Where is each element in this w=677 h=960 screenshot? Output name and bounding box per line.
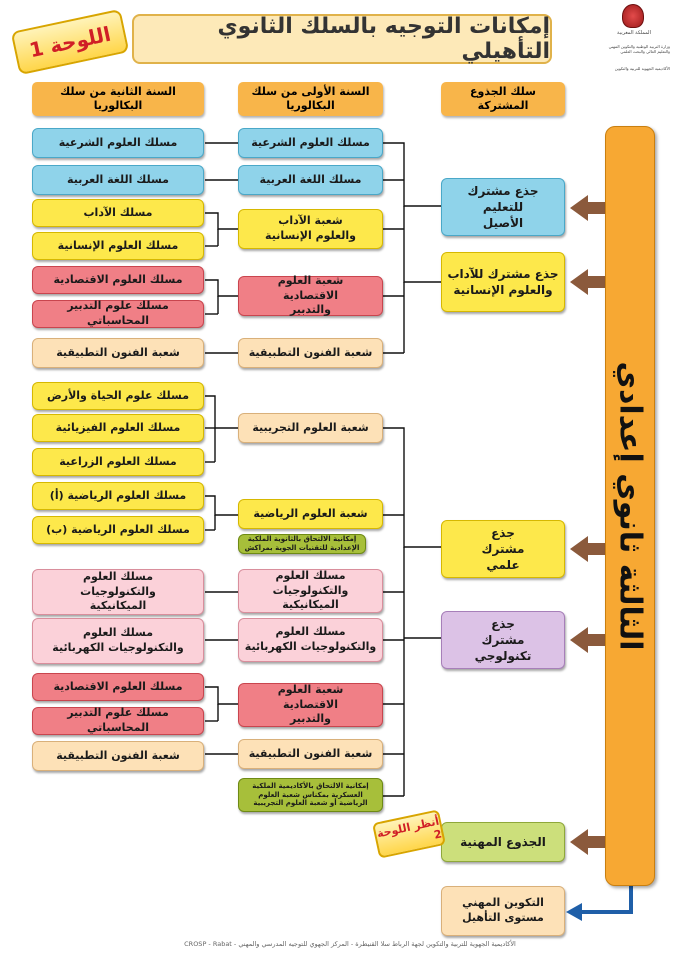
page-title: إمكانات التوجيه بالسلك الثانوي التأهيلي — [132, 14, 552, 64]
first-applied-arts-1: شعبة الفنون التطبيقية — [238, 338, 383, 368]
logo-line-2: وزارة التربية الوطنية والتكوين المهني والتعليم العالي والبحث العلمي — [608, 44, 670, 55]
header-common-core: سلك الجذوع المشتركة — [441, 82, 565, 116]
vertical-bar-label: الثالثة ثانوي إعدادي — [612, 361, 648, 651]
second-agri: مسلك العلوم الزراعية — [32, 448, 204, 476]
second-econ-b: مسلك العلوم الاقتصادية — [32, 673, 204, 701]
core-tech: جذع مشترك تكنولوجي — [441, 611, 565, 669]
first-econ-2: شعبة العلوم الاقتصادية والتدبير — [238, 683, 383, 727]
second-mech: مسلك العلوم والتكنولوجيات الميكانيكية — [32, 569, 204, 615]
header-second-year: السنة الثانية من سلك البكالوريا — [32, 82, 204, 116]
crest-icon — [622, 4, 644, 28]
first-experimental: شعبة العلوم التجريبية — [238, 413, 383, 443]
second-physics: مسلك العلوم الفيزيائية — [32, 414, 204, 442]
first-math: شعبة العلوم الرياضية — [238, 499, 383, 529]
second-sharia: مسلك العلوم الشرعية — [32, 128, 204, 158]
logo-line-1: المملكة المغربية — [617, 30, 651, 36]
core-original: جذع مشترك للتعليم الأصيل — [441, 178, 565, 236]
second-arabic: مسلك اللغة العربية — [32, 165, 204, 195]
second-letters: مسلك الآداب — [32, 199, 204, 227]
first-econ-1: شعبة العلوم الاقتصادية والتدبير — [238, 276, 383, 316]
second-humanities: مسلك العلوم الإنسانية — [32, 232, 204, 260]
second-elec: مسلك العلوم والتكنولوجيات الكهربائية — [32, 618, 204, 664]
ministry-logo — [598, 4, 670, 104]
second-applied-arts-a: شعبة الفنون التطبيقية — [32, 338, 204, 368]
footer-text: الأكاديمية الجهوية للتربية والتكوين لجهة الرباط سلا القنيطرة - المركز الجهوي للتوجيه المدرسي والمهني - CROSP - Rabat — [184, 940, 516, 948]
second-accounting-b: مسلك علوم التدبير المحاسباتي — [32, 707, 204, 735]
first-math-note: إمكانية الالتحاق بالثانوية الملكية الإعدادية للتقنيات الجوية بمراكش — [238, 534, 366, 554]
first-sharia: مسلك العلوم الشرعية — [238, 128, 383, 158]
second-math-b: مسلك العلوم الرياضية (ب) — [32, 516, 204, 544]
core-vocational: الجذوع المهنية — [441, 822, 565, 862]
see-plate-badge-label: أنظر اللوحة 2 — [375, 814, 444, 842]
second-econ-a: مسلك العلوم الاقتصادية — [32, 266, 204, 294]
second-math-a: مسلك العلوم الرياضية (أ) — [32, 482, 204, 510]
header-first-year: السنة الأولى من سلك البكالوريا — [238, 82, 383, 116]
first-arts-humanities: شعبة الآداب والعلوم الإنسانية — [238, 209, 383, 249]
first-mech: مسلك العلوم والتكنولوجيات الميكانيكية — [238, 569, 383, 613]
first-elec: مسلك العلوم والتكنولوجيات الكهربائية — [238, 618, 383, 662]
core-training: التكوين المهني مستوى التأهيل — [441, 886, 565, 936]
second-applied-arts-b: شعبة الفنون التطبيقية — [32, 741, 204, 771]
second-life-earth: مسلك علوم الحياة والأرض — [32, 382, 204, 410]
core-science: جذع مشترك علمي — [441, 520, 565, 578]
core-arts: جذع مشترك للآداب والعلوم الإنسانية — [441, 252, 565, 312]
logo-line-3: الأكاديمية الجهوية للتربية والتكوين — [614, 66, 670, 71]
first-military-note: إمكانية الالتحاق بالأكاديمية الملكية العسكرية بمكناس شعبة العلوم الرياضية أو شعبة العلوم التجريبية — [238, 778, 383, 812]
vertical-bar-grade — [605, 126, 655, 886]
first-applied-arts-2: شعبة الفنون التطبيقية — [238, 739, 383, 769]
first-arabic: مسلك اللغة العربية — [238, 165, 383, 195]
second-accounting-a: مسلك علوم التدبير المحاسباتي — [32, 300, 204, 328]
plate-badge-label: اللوحة 1 — [27, 21, 113, 63]
